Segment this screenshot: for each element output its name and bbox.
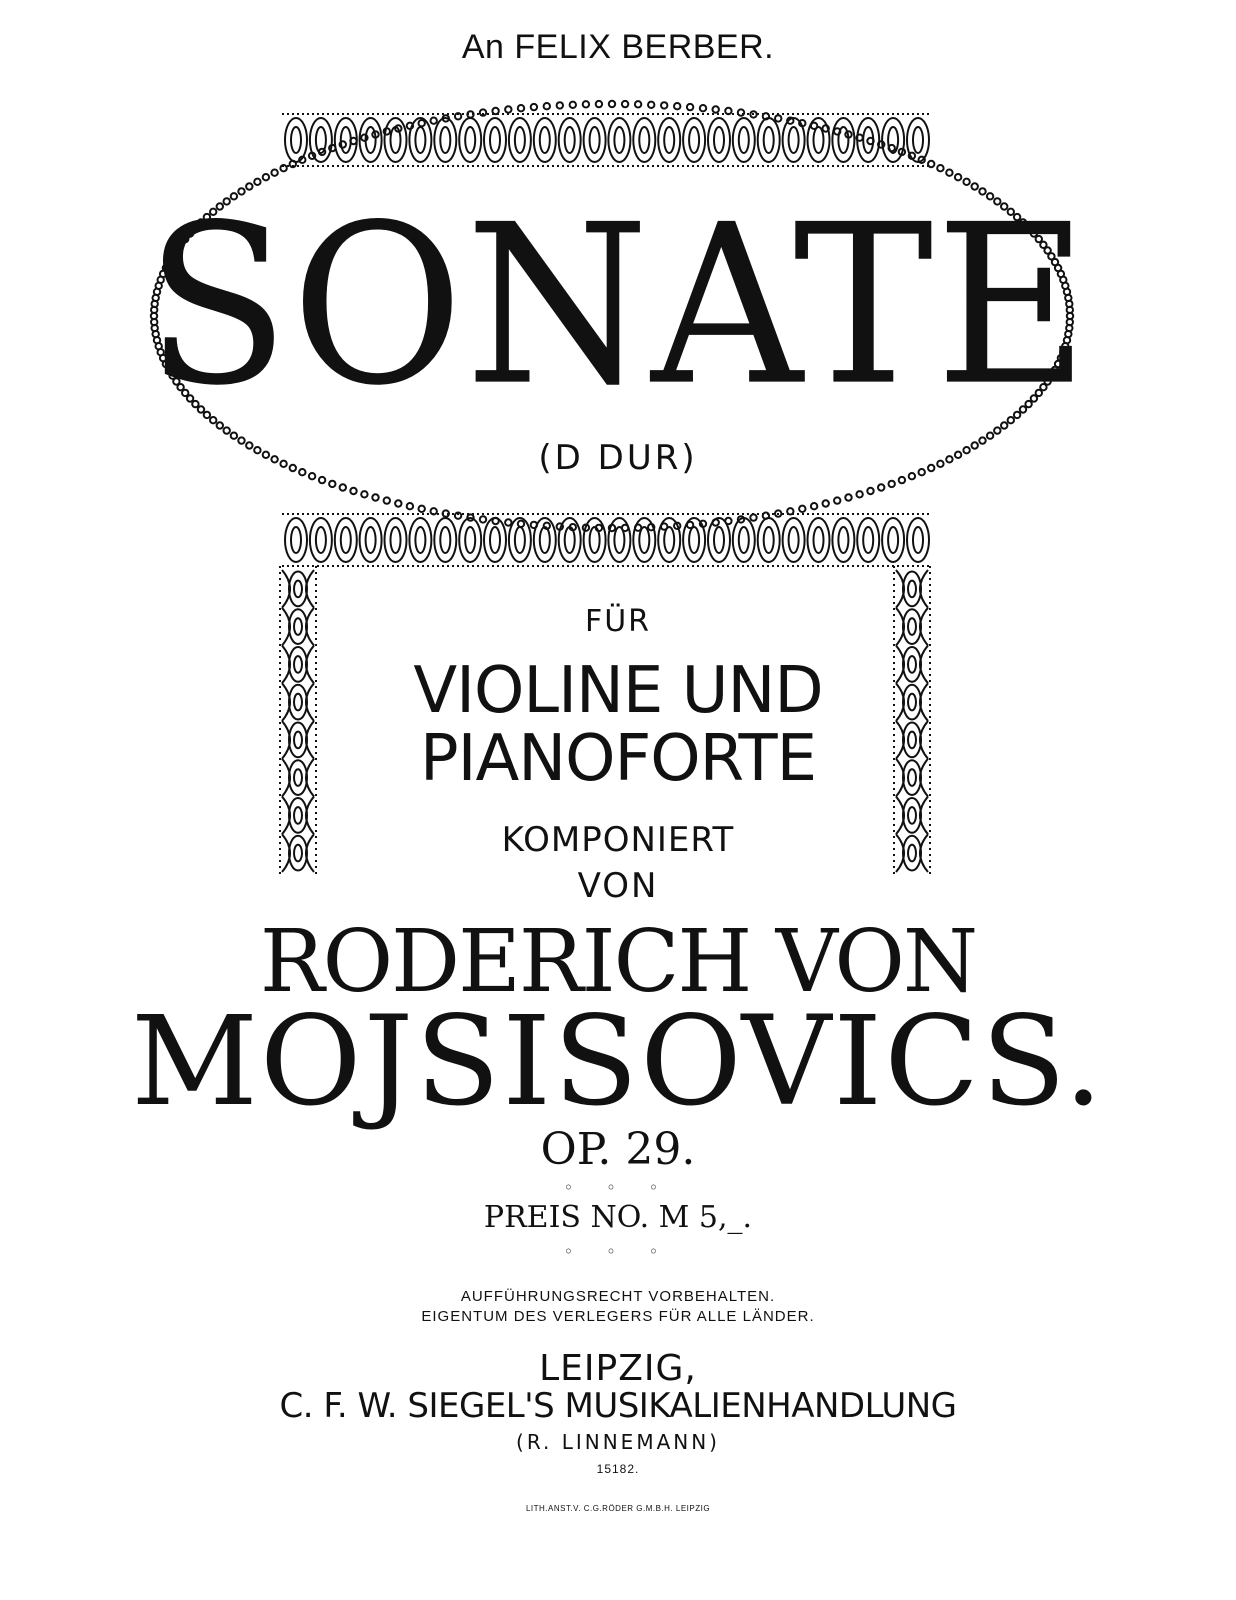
for-label: FÜR (584, 604, 652, 639)
ornament-dots-top: ◦ ◦ ◦ (563, 1178, 673, 1197)
composed-label: KOMPONIERT (501, 820, 735, 860)
printer-credit: LITH.ANST.V. C.G.RÖDER G.M.B.H. LEIPZIG (525, 1504, 711, 1513)
instruments-line-2: PIANOFORTE (419, 722, 817, 796)
plate-number: 15182. (596, 1462, 640, 1476)
opus-number: OP. 29. (540, 1124, 696, 1175)
by-label: VON (577, 866, 659, 906)
title: SONATE (145, 176, 1091, 435)
publisher-city: LEIPZIG, (539, 1348, 697, 1389)
publisher-name: C. F. W. SIEGEL'S MUSIKALIENHANDLUNG (279, 1386, 957, 1426)
rights-line-2: EIGENTUM DES VERLEGERS FÜR ALLE LÄNDER. (421, 1308, 815, 1325)
composer-line-1: RODERICH VON (259, 912, 977, 1012)
dedication: An FELIX BERBER. (461, 28, 775, 66)
instruments-line-1: VIOLINE UND (413, 654, 823, 728)
ornament-dots-bottom: ◦ ◦ ◦ (563, 1242, 673, 1261)
price: PREIS NO. M 5,_. (483, 1200, 753, 1235)
key-subtitle: (D DUR) (538, 438, 698, 478)
rights-line-1: AUFFÜHRUNGSRECHT VORBEHALTEN. (460, 1288, 776, 1305)
composer-line-2: MOJSISOVICS. (130, 990, 1106, 1134)
publisher-owner: (R. LINNEMANN) (516, 1430, 720, 1454)
